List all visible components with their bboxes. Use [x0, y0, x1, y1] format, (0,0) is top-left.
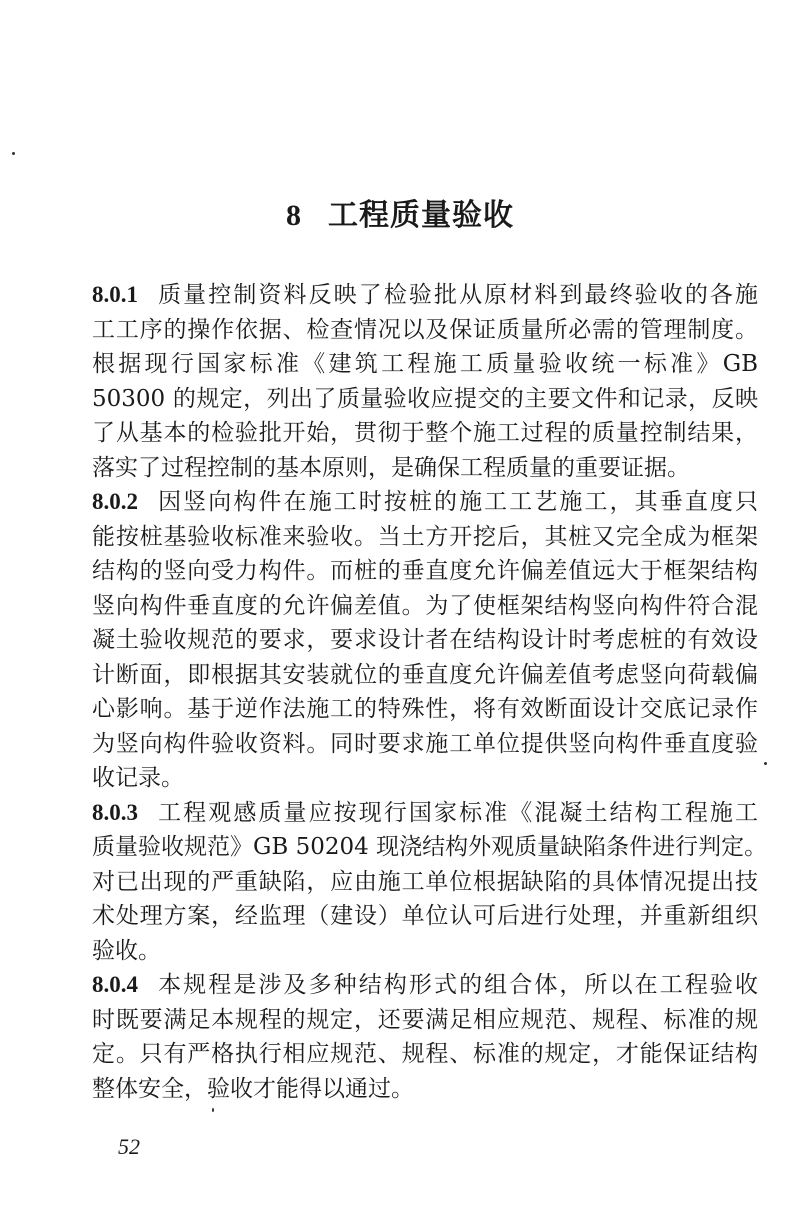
paragraph-line	[92, 589, 758, 624]
section-number: 8.0.2	[92, 489, 138, 514]
line-text: 工程观感质量应按现行国家标准《混凝土结构工程施工	[156, 799, 758, 826]
paragraph-line	[92, 727, 758, 762]
line-text: 了从基本的检验批开始，贯彻于整个施工过程的质量控制结果，	[92, 420, 758, 446]
section-8-0-1-first-line	[92, 278, 758, 313]
line-text: 能按桩基验收标准来验收。当土方开挖后，其桩又完全成为框架	[92, 523, 758, 550]
line-text: 凝土验收规范的要求，要求设计者在结构设计时考虑桩的有效设	[92, 627, 758, 653]
paragraph-line	[92, 1037, 758, 1072]
paragraph-line	[92, 934, 758, 969]
scan-speck	[12, 152, 15, 155]
line-text: 工工序的操作依据、检查情况以及保证质量所必需的管理制度。	[92, 316, 758, 343]
line-text: 质量验收规范》GB 50204 现浇结构外观质量缺陷条件进行判定。	[92, 834, 768, 860]
line-text: 计断面，即根据其安装就位的垂直度允许偏差值考虑竖向荷载偏	[92, 661, 758, 688]
scan-speck	[764, 762, 767, 765]
section-8-0-4-first-line	[92, 968, 758, 1003]
chapter-title	[0, 190, 800, 234]
line-text: 对已出现的严重缺陷，应由施工单位根据缺陷的具体情况提出技	[92, 868, 758, 895]
paragraph-line	[92, 416, 758, 451]
page-number: 52	[118, 1134, 140, 1159]
line-text: 收记录。	[92, 765, 184, 791]
paragraph-line	[92, 1003, 758, 1038]
line-text: 因竖向构件在施工时按桩的施工工艺施工，其垂直度只	[156, 489, 758, 515]
section-8-0-2-first-line	[92, 485, 758, 520]
line-text: 结构的竖向受力构件。而桩的垂直度允许偏差值远大于框架结构	[92, 558, 758, 584]
paragraph-line	[92, 692, 758, 727]
scan-speck	[212, 1108, 214, 1112]
paragraph-line	[92, 830, 768, 865]
line-text: 根据现行国家标准《建筑工程施工质量验收统一标准》GB	[92, 351, 758, 377]
line-text: 落实了过程控制的基本原则，是确保工程质量的重要证据。	[92, 454, 690, 481]
paragraph-line	[92, 451, 758, 486]
line-text: 本规程是涉及多种结构形式的组合体，所以在工程验收	[156, 972, 758, 998]
chapter-number: 8	[286, 199, 302, 232]
paragraph-line	[92, 554, 758, 589]
line-text: 时既要满足本规程的规定，还要满足相应规范、规程、标准的规	[92, 1006, 758, 1033]
line-text: 心影响。基于逆作法施工的特殊性，将有效断面设计交底记录作	[92, 696, 758, 722]
line-text: 质量控制资料反映了检验批从原材料到最终验收的各施	[156, 282, 758, 308]
line-text: 50300 的规定，列出了质量验收应提交的主要文件和记录，反映	[92, 385, 758, 412]
paragraph-line	[92, 865, 758, 900]
section-number: 8.0.3	[92, 799, 138, 825]
line-text: 竖向构件垂直度的允许偏差值。为了使框架结构竖向构件符合混	[92, 592, 758, 619]
paragraph-line	[92, 899, 758, 934]
paragraph-line	[92, 1072, 758, 1107]
paragraph-line	[92, 658, 758, 693]
section-number: 8.0.1	[92, 282, 138, 307]
document-body	[92, 278, 768, 1106]
line-text: 术处理方案，经监理（建设）单位认可后进行处理，并重新组织	[92, 903, 758, 929]
line-text: 验收。	[92, 937, 161, 964]
paragraph-line	[92, 382, 758, 417]
paragraph-line	[92, 313, 758, 348]
line-text: 为竖向构件验收资料。同时要求施工单位提供竖向构件垂直度验	[92, 730, 758, 757]
paragraph-line	[92, 761, 758, 796]
section-number: 8.0.4	[92, 972, 138, 997]
paragraph-line	[92, 347, 758, 382]
section-8-0-3-first-line	[92, 796, 758, 831]
chapter-title-text: 工程质量验收	[328, 198, 514, 233]
line-text: 定。只有严格执行相应规范、规程、标准的规定，才能保证结构	[92, 1041, 758, 1067]
paragraph-line	[92, 520, 758, 555]
line-text: 整体安全，验收才能得以通过。	[92, 1075, 414, 1102]
paragraph-line	[92, 623, 758, 658]
